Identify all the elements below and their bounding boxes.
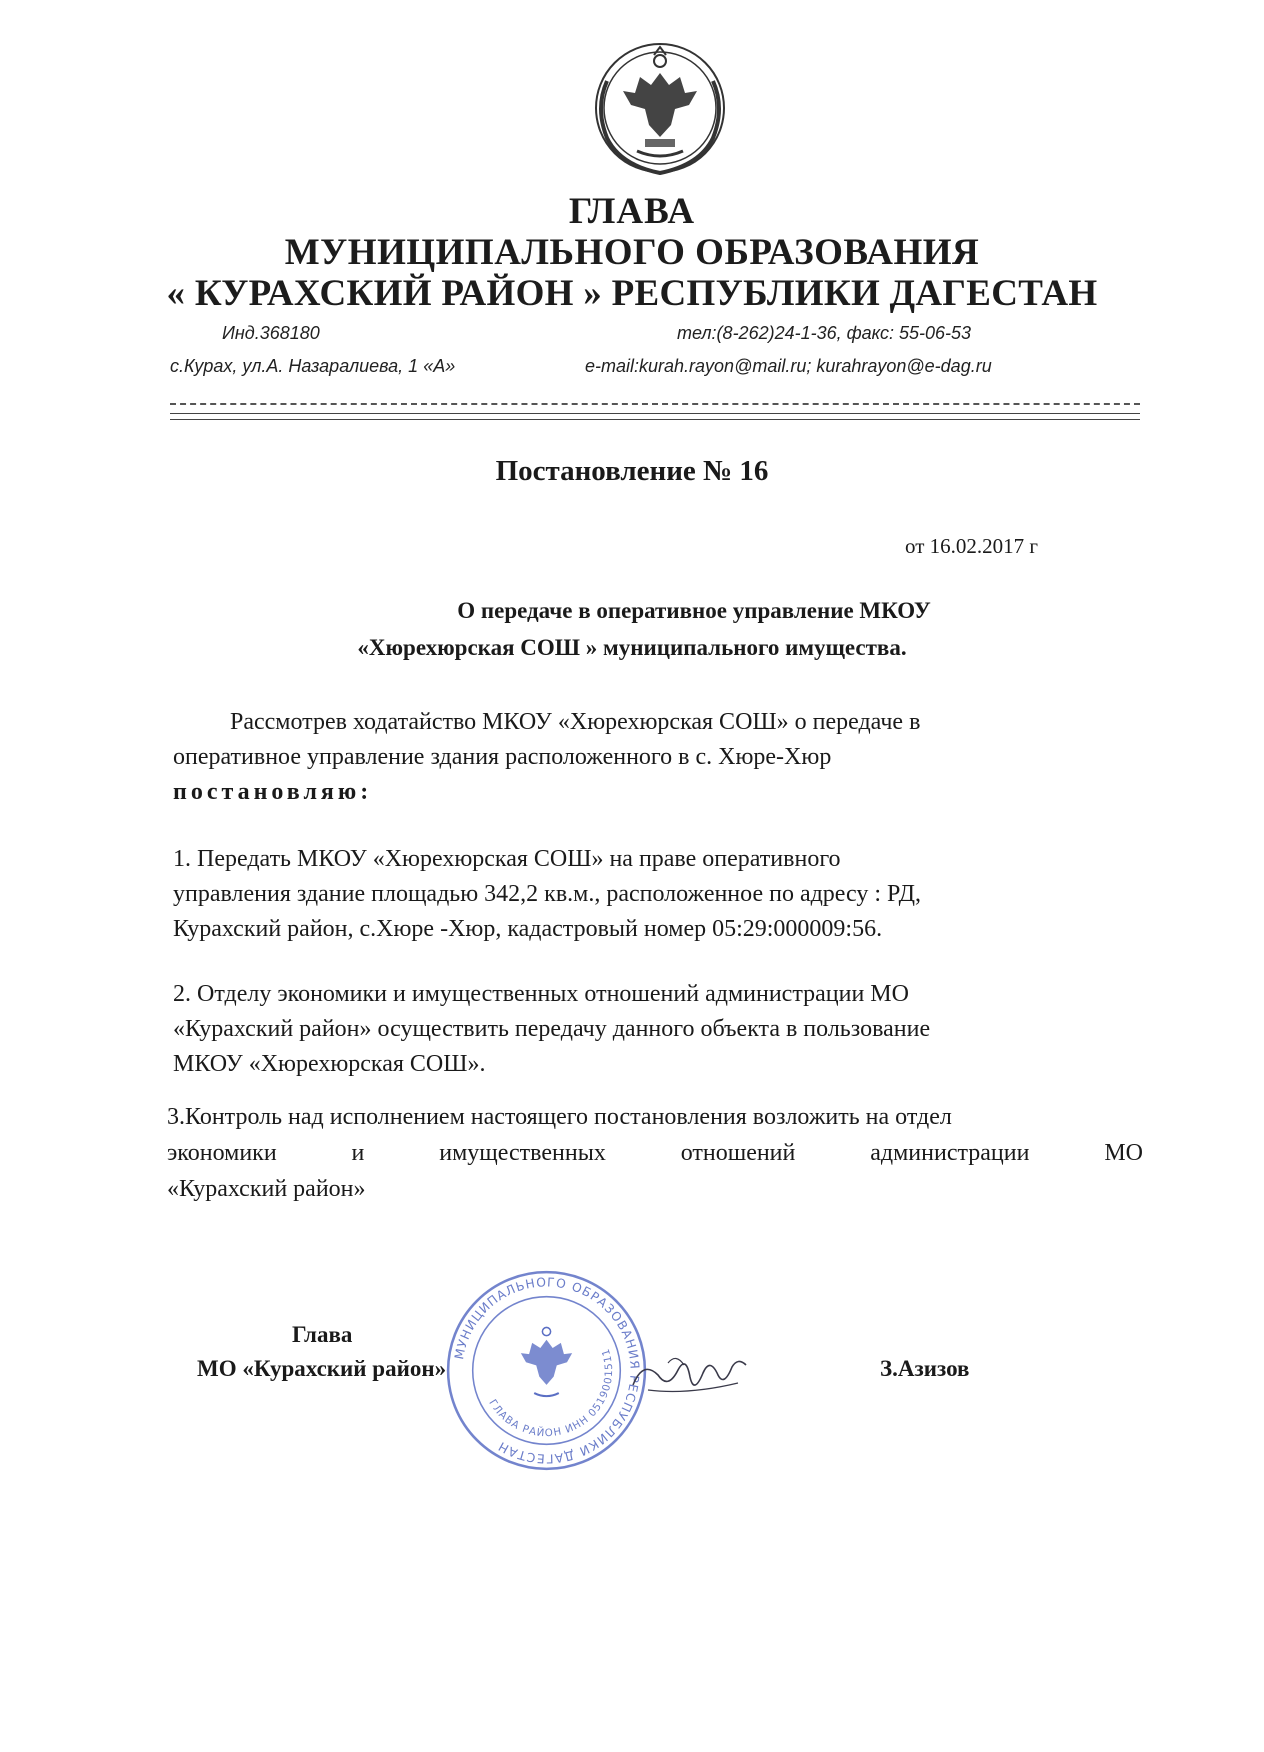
header-divider (170, 419, 1140, 420)
address: с.Курах, ул.А. Назаралиева, 1 «А» (170, 356, 456, 376)
subject-line: «Хюрехюрская СОШ » муниципального имущества. (357, 635, 907, 660)
item-3-text: экономики и имущественных отношений администрации МО (167, 1140, 1143, 1166)
signer-name: З.Азизов (880, 1356, 970, 1381)
phone-fax: тел:(8-262)24-1-36, факс: 55-06-53 (677, 323, 972, 343)
item-1-text: 1. Передать МКОУ «Хюрехюрская СОШ» на праве оперативного (173, 846, 841, 872)
official-stamp (444, 1268, 649, 1473)
svg-text:МУНИЦИПАЛЬНОГО ОБРАЗОВАНИЯ РЕС: МУНИЦИПАЛЬНОГО ОБРАЗОВАНИЯ РЕСПУБЛИКИ ДАГЕСТАН (452, 1275, 642, 1466)
email: e-mail:kurah.rayon@mail.ru; kurahrayon@e-dag.ru (585, 356, 992, 376)
header-district: « КУРАХСКИЙ РАЙОН » РЕСПУБЛИКИ ДАГЕСТАН (166, 273, 1098, 314)
item-2-text: 2. Отделу экономики и имущественных отношений администрации МО (173, 981, 909, 1007)
item-2-text: МКОУ «Хюрехюрская СОШ». (173, 1051, 486, 1077)
header-divider (170, 413, 1140, 414)
signer-position: МО «Курахский район» (197, 1356, 447, 1381)
item-3-text: «Курахский район» (167, 1176, 366, 1202)
document-title: Постановление № 16 (495, 455, 769, 487)
item-3-text: 3.Контроль над исполнением настоящего постановления возложить на отдел (167, 1104, 952, 1130)
header-title: ГЛАВА (568, 191, 696, 232)
item-2-text: «Курахский район» осуществить передачу данного объекта в пользование (173, 1016, 931, 1042)
svg-text:ГЛАВА РАЙОН ИНН 0519001511: ГЛАВА РАЙОН ИНН 0519001511 (486, 1346, 616, 1440)
item-1-text: Курахский район, с.Хюре -Хюр, кадастровый номер 05:29:000009:56. (173, 916, 883, 942)
subject-line: О передаче в оперативное управление МКОУ (457, 598, 931, 623)
preamble-text: Рассмотрев ходатайство МКОУ «Хюрехюрская СОШ» о передаче в (230, 709, 921, 735)
preamble-text: оперативное управление здания расположенного в с. Хюре-Хюр (173, 744, 832, 770)
decree-word: постановляю: (173, 779, 373, 805)
coat-of-arms-emblem (585, 33, 735, 183)
document-date: от 16.02.2017 г (905, 534, 1039, 558)
header-subtitle: МУНИЦИПАЛЬНОГО ОБРАЗОВАНИЯ (284, 232, 980, 273)
postal-index: Инд.368180 (222, 323, 320, 343)
handwritten-signature (628, 1345, 753, 1405)
signer-position: Глава (292, 1322, 353, 1347)
header-dashed-divider (170, 403, 1140, 405)
item-1-text: управления здание площадью 342,2 кв.м., расположенное по адресу : РД, (173, 881, 921, 907)
